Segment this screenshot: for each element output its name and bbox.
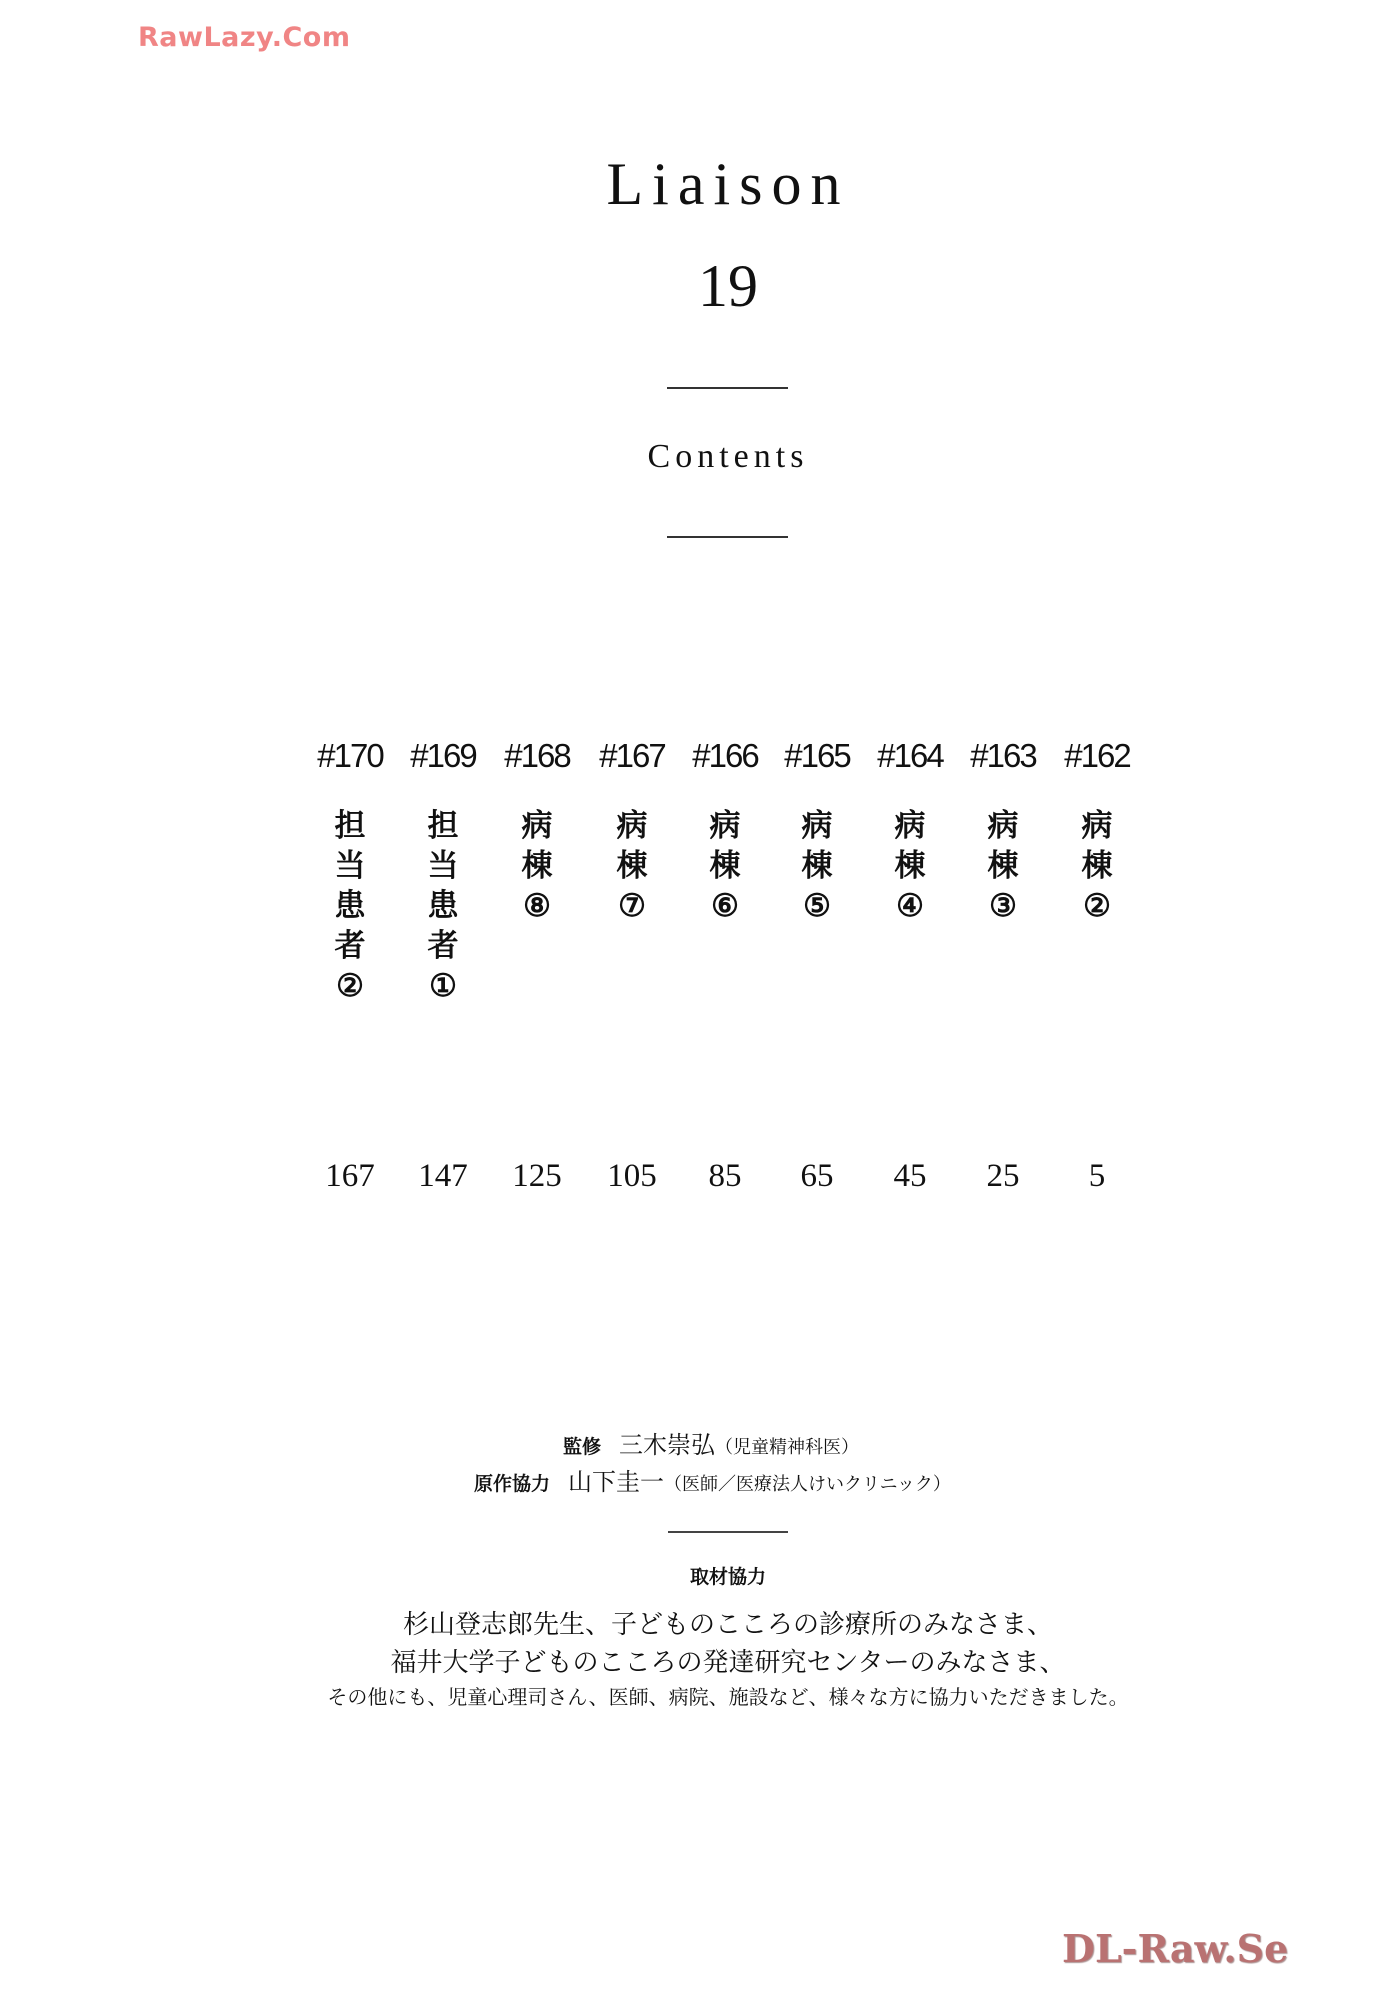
toc-entry[interactable] bbox=[490, 736, 584, 1194]
coverage-line: 杉山登志郎先生、子どものこころの診療所のみなさま、 bbox=[402, 1610, 1053, 1640]
watermark-bottom: DL-Raw.Se bbox=[1062, 1926, 1289, 1971]
coverage-heading: 取材協力 bbox=[689, 1566, 766, 1588]
chapter-page: 167 bbox=[325, 1158, 375, 1194]
chapter-page: 85 bbox=[708, 1158, 742, 1194]
chapter-title: 病 棟 ⑧ bbox=[521, 808, 553, 924]
chapter-page: 65 bbox=[800, 1158, 834, 1194]
divider-top bbox=[667, 387, 788, 389]
chapter-number: #165 bbox=[784, 737, 850, 774]
chapter-number: #162 bbox=[1064, 737, 1130, 774]
chapter-number: #170 bbox=[317, 737, 383, 774]
credit-supervision bbox=[563, 1425, 859, 1460]
toc-entry[interactable] bbox=[585, 736, 679, 1194]
toc-entry[interactable] bbox=[303, 736, 397, 1194]
chapter-page: 25 bbox=[986, 1158, 1020, 1194]
chapter-page: 125 bbox=[512, 1158, 562, 1194]
chapter-page: 45 bbox=[893, 1158, 927, 1194]
chapter-number: #169 bbox=[410, 737, 476, 774]
toc-entry[interactable] bbox=[396, 736, 490, 1194]
book-title: Liaison bbox=[606, 151, 850, 217]
coverage-line: 福井大学子どものこころの発達研究センターのみなさま、 bbox=[390, 1648, 1066, 1678]
chapter-title: 病 棟 ⑥ bbox=[709, 808, 741, 924]
chapter-page: 147 bbox=[418, 1158, 468, 1194]
coverage-line: その他にも、児童心理司さん、医師、病院、施設など、様々な方に協力いただきました。 bbox=[327, 1685, 1129, 1709]
credit-name: 山下圭一 bbox=[568, 1468, 665, 1496]
toc-entry[interactable] bbox=[678, 736, 772, 1194]
chapter-number: #167 bbox=[599, 737, 665, 774]
chapter-title: 担 当 患 者 ② bbox=[334, 808, 366, 1004]
credit-label: 原作協力 bbox=[474, 1473, 551, 1495]
toc-entry[interactable] bbox=[770, 736, 864, 1194]
chapter-number: #164 bbox=[877, 737, 943, 774]
toc-entry[interactable] bbox=[1050, 736, 1144, 1194]
chapter-title: 病 棟 ⑤ bbox=[801, 808, 833, 924]
chapter-title: 病 棟 ⑦ bbox=[616, 808, 648, 924]
credit-name: 三木崇弘 bbox=[619, 1431, 716, 1459]
chapter-number: #163 bbox=[970, 737, 1036, 774]
chapter-number: #166 bbox=[692, 737, 758, 774]
credit-note: （児童精神科医） bbox=[715, 1437, 860, 1458]
credit-label: 監修 bbox=[563, 1436, 602, 1458]
volume-number: 19 bbox=[698, 253, 758, 319]
credit-note: （医師／医療法人けいクリニック） bbox=[664, 1474, 951, 1495]
toc-entry[interactable] bbox=[863, 736, 957, 1194]
divider-credits bbox=[668, 1531, 788, 1533]
chapter-title: 担 当 患 者 ① bbox=[427, 808, 459, 1004]
chapter-title: 病 棟 ② bbox=[1081, 808, 1113, 924]
contents-heading: Contents bbox=[647, 438, 809, 475]
chapter-page: 5 bbox=[1088, 1158, 1106, 1194]
table-of-contents bbox=[300, 736, 1150, 1206]
chapter-title: 病 棟 ③ bbox=[987, 808, 1019, 924]
chapter-title: 病 棟 ④ bbox=[894, 808, 926, 924]
watermark-top: RawLazy.Com bbox=[138, 22, 351, 53]
toc-entry[interactable] bbox=[956, 736, 1050, 1194]
chapter-number: #168 bbox=[504, 737, 570, 774]
divider-below-contents bbox=[667, 536, 788, 538]
credit-original-cooperation bbox=[474, 1462, 951, 1497]
chapter-page: 105 bbox=[607, 1158, 657, 1194]
